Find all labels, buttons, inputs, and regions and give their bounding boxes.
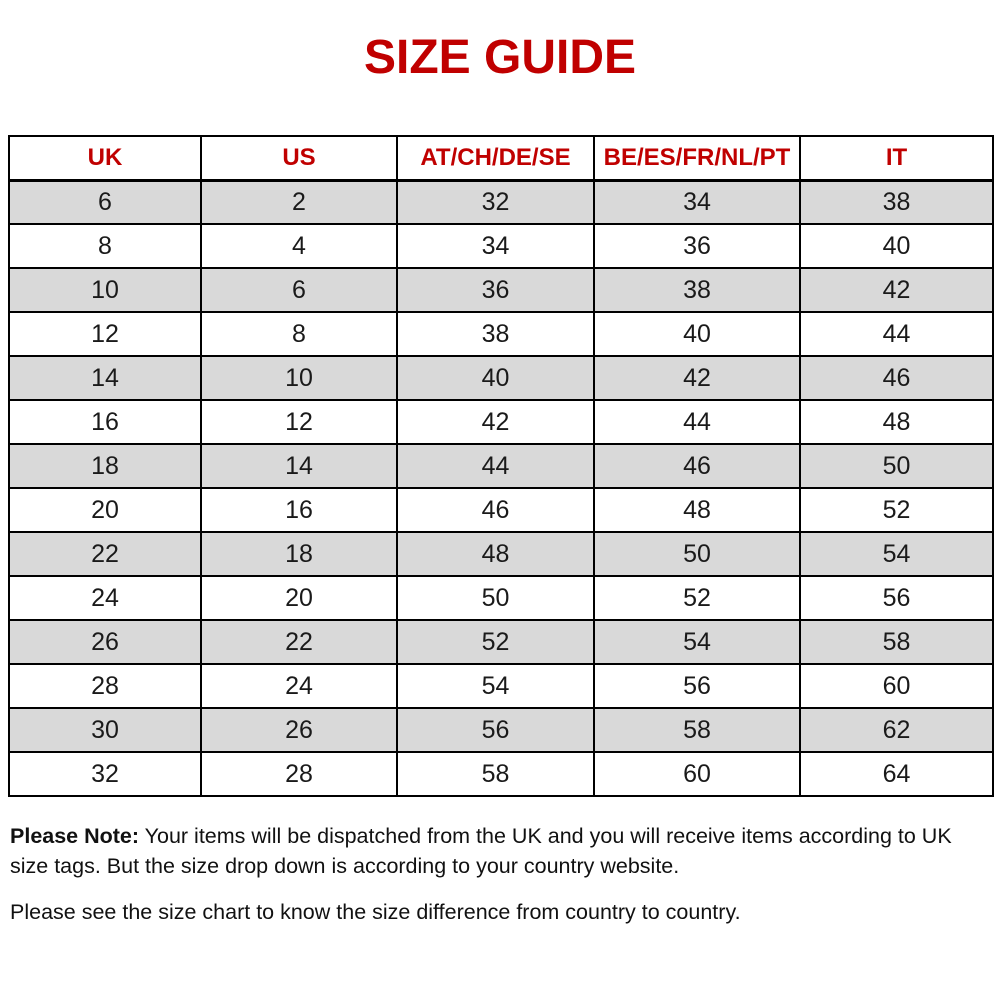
size-cell: 32: [9, 752, 201, 796]
size-cell: 46: [800, 356, 993, 400]
table-row: [9, 708, 993, 752]
size-cell: 24: [9, 576, 201, 620]
size-cell: 16: [201, 488, 397, 532]
size-cell: 26: [9, 620, 201, 664]
size-cell: 54: [594, 620, 800, 664]
size-cell: 18: [9, 444, 201, 488]
size-cell: 28: [201, 752, 397, 796]
size-cell: 20: [9, 488, 201, 532]
size-cell: 44: [594, 400, 800, 444]
table-row: [9, 312, 993, 356]
size-cell: 40: [594, 312, 800, 356]
size-cell: 58: [594, 708, 800, 752]
size-cell: 50: [800, 444, 993, 488]
table-row: [9, 224, 993, 268]
size-cell: 38: [397, 312, 594, 356]
size-cell: 46: [594, 444, 800, 488]
size-cell: 8: [9, 224, 201, 268]
size-cell: 36: [594, 224, 800, 268]
size-table-container: [8, 135, 992, 797]
size-cell: 58: [800, 620, 993, 664]
size-cell: 42: [594, 356, 800, 400]
size-cell: 12: [9, 312, 201, 356]
size-cell: 50: [594, 532, 800, 576]
column-header-us: US: [201, 136, 397, 180]
note-dispatch: [10, 822, 988, 881]
size-cell: 16: [9, 400, 201, 444]
size-cell: 28: [9, 664, 201, 708]
size-cell: 12: [201, 400, 397, 444]
table-header-row: [9, 136, 993, 180]
notes-section: [10, 822, 988, 945]
size-cell: 54: [397, 664, 594, 708]
size-cell: 4: [201, 224, 397, 268]
size-cell: 32: [397, 180, 594, 224]
size-cell: 2: [201, 180, 397, 224]
size-cell: 52: [594, 576, 800, 620]
size-cell: 10: [9, 268, 201, 312]
size-cell: 64: [800, 752, 993, 796]
page-title: SIZE GUIDE: [363, 31, 637, 84]
note-dispatch-text: Your items will be dispatched from the UK and you will receive items according to UK size tags. But the size drop down is according to your country website.: [10, 824, 952, 878]
size-cell: 6: [9, 180, 201, 224]
size-cell: 30: [9, 708, 201, 752]
size-cell: 20: [201, 576, 397, 620]
size-cell: 10: [201, 356, 397, 400]
size-cell: 26: [201, 708, 397, 752]
table-row: [9, 752, 993, 796]
table-row: [9, 444, 993, 488]
size-cell: 56: [800, 576, 993, 620]
column-header-it: IT: [800, 136, 993, 180]
size-cell: 14: [201, 444, 397, 488]
table-row: [9, 356, 993, 400]
size-cell: 56: [397, 708, 594, 752]
size-cell: 40: [800, 224, 993, 268]
size-cell: 38: [800, 180, 993, 224]
size-cell: 60: [800, 664, 993, 708]
size-cell: 58: [397, 752, 594, 796]
size-cell: 46: [397, 488, 594, 532]
size-cell: 48: [397, 532, 594, 576]
size-cell: 38: [594, 268, 800, 312]
size-cell: 56: [594, 664, 800, 708]
size-cell: 50: [397, 576, 594, 620]
table-row: [9, 180, 993, 224]
size-cell: 52: [800, 488, 993, 532]
size-cell: 40: [397, 356, 594, 400]
size-cell: 42: [397, 400, 594, 444]
column-header-be-es-fr-nl-pt: BE/ES/FR/NL/PT: [594, 136, 800, 180]
size-cell: 8: [201, 312, 397, 356]
table-row: [9, 664, 993, 708]
table-body: [9, 180, 993, 796]
column-header-uk: UK: [9, 136, 201, 180]
table-row: [9, 268, 993, 312]
size-cell: 52: [397, 620, 594, 664]
table-row: [9, 576, 993, 620]
note-size-chart: [10, 898, 988, 928]
table-row: [9, 620, 993, 664]
size-cell: 62: [800, 708, 993, 752]
size-cell: 14: [9, 356, 201, 400]
size-cell: 24: [201, 664, 397, 708]
size-cell: 60: [594, 752, 800, 796]
size-cell: 22: [201, 620, 397, 664]
note-dispatch-label: Please Note:: [10, 824, 140, 848]
note-size-chart-text: Please see the size chart to know the size difference from country to country.: [10, 900, 741, 925]
size-cell: 6: [201, 268, 397, 312]
size-cell: 44: [800, 312, 993, 356]
size-cell: 48: [594, 488, 800, 532]
column-header-at-ch-de-se: AT/CH/DE/SE: [397, 136, 594, 180]
size-cell: 54: [800, 532, 993, 576]
table-row: [9, 532, 993, 576]
size-conversion-table: [8, 135, 994, 797]
size-cell: 34: [397, 224, 594, 268]
size-cell: 42: [800, 268, 993, 312]
table-header: [9, 136, 993, 180]
table-row: [9, 400, 993, 444]
size-cell: 48: [800, 400, 993, 444]
table-row: [9, 488, 993, 532]
size-cell: 18: [201, 532, 397, 576]
size-cell: 22: [9, 532, 201, 576]
size-cell: 36: [397, 268, 594, 312]
size-cell: 44: [397, 444, 594, 488]
size-cell: 34: [594, 180, 800, 224]
